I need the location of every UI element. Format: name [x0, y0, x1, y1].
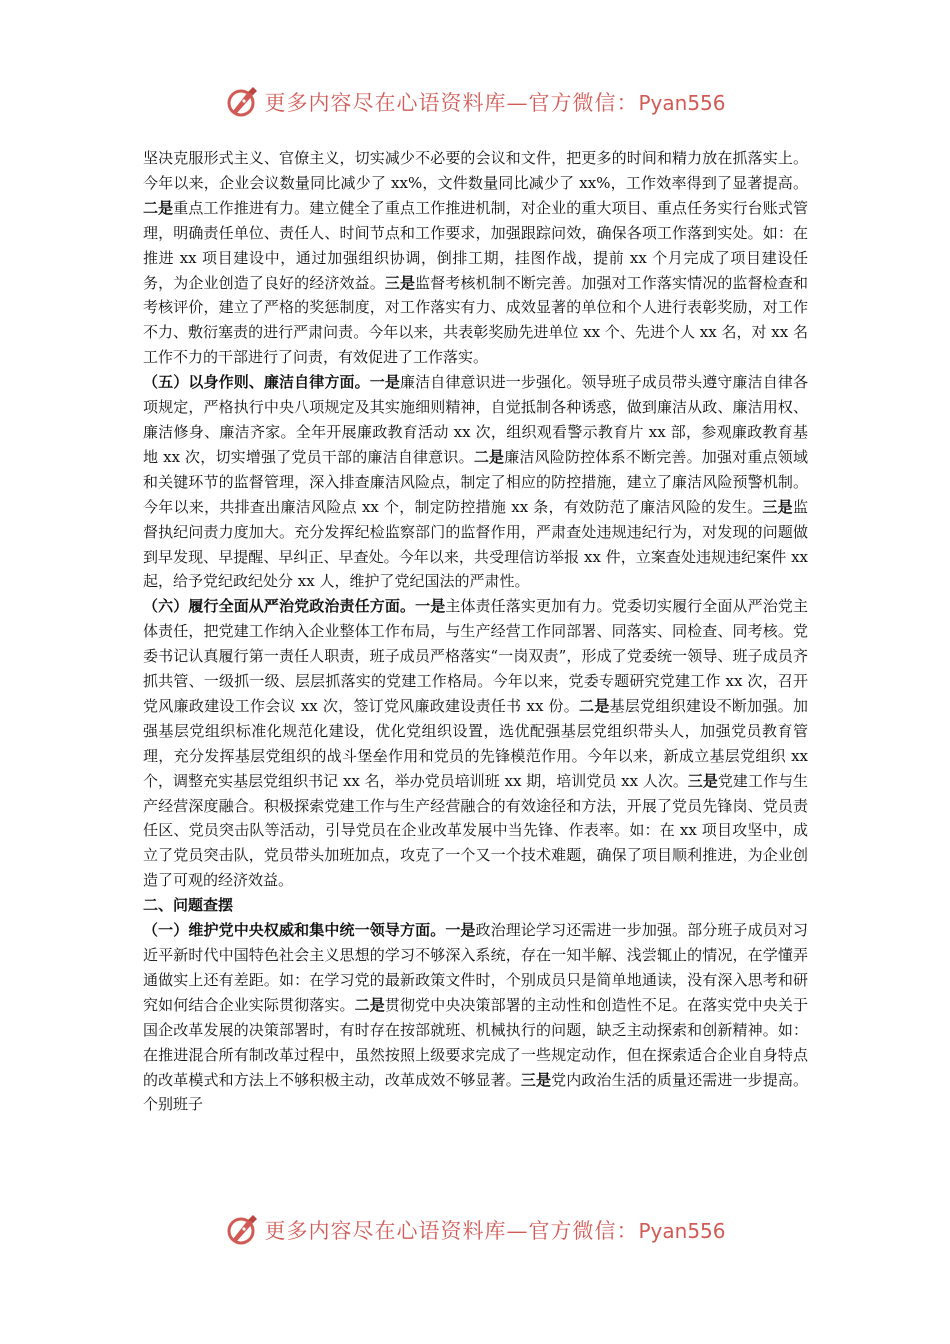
text-run: 监督执纪问责力度加大。充分发挥纪检监察部门的监督作用，严肃查处违规违纪行为，对发现的问题做到早发现、早提醒、早纠正、早查处。今年以来，共受理信访举报 xx 件，立案查处违规违纪案件 xx 起，给予党纪政纪处分 xx 人，维护了党纪国法的严肃性。 [143, 497, 808, 591]
text-run: 重点工作推进有力。建立健全了重点工作推进机制，对企业的重大项目、重点任务实行台账式管理，明确责任单位、责任人、时间节点和工作要求，加强跟踪问效，确保各项工作落到实处。如：在推进 xx 项目建设中，通过加强组织协调，倒排工期，挂图作战，提前 xx 个月完成了项目建设任务，为企业创造了良好的经济效益。 [143, 198, 808, 292]
bold-run: 三是 [384, 273, 416, 292]
wechat-id: Pyan556 [638, 1219, 726, 1243]
body-text [143, 146, 808, 1117]
wechat-id: Pyan556 [638, 91, 726, 115]
bold-run: 三是 [762, 497, 793, 516]
text-run: 政治理论学习还需进一步加强。部分班子成员对习近平新时代中国特色社会主义思想的学习不够深入系统，存在一知半解、浅尝辄止的情况，在学懂弄通做实上还有差距。如：在学习党的最新政策文件时，个别成员只是简单地通读，没有深入思考和研究如何结合企业实际贯彻落实。 [143, 921, 808, 1014]
paragraph [143, 594, 808, 893]
paragraph [143, 918, 808, 1117]
section-heading [143, 893, 808, 918]
banner-text: 更多内容尽在心语资料库—官方微信：Pyan556 [264, 91, 726, 115]
bold-run: 二是 [143, 198, 174, 217]
paragraph [143, 146, 808, 370]
text-run: 基层党组织建设不断加强。加强基层党组织标准化规范化建设，优化党组织设置，选优配强基层党组织带头人，加强党员教育管理，充分发挥基层党组织的战斗堡垒作用和党员的先锋模范作用。今年以来，新成立基层党组织 xx 个，调整充实基层党组织书记 xx 名，举办党员培训班 xx 期，培训党员 xx 人次。 [143, 696, 808, 790]
bold-run: （五）以身作则、廉洁自律方面。一是 [143, 373, 400, 392]
pen-nib-circle-icon [224, 1212, 260, 1248]
footer-banner [0, 1210, 950, 1250]
text-run: 贯彻党中央决策部署的主动性和创造性不足。在落实党中央关于国企改革发展的决策部署时，有时存在按部就班、机械执行的问题，缺乏主动探索和创新精神。如：在推进混合所有制改革过程中，虽然按照上级要求完成了一些规定动作，但在探索适合企业自身特点的改革模式和方法上不够积极主动，改革成效不够显著。 [143, 995, 808, 1089]
text-run: 坚决克服形式主义、官僚主义，切实减少不必要的会议和文件，把更多的时间和精力放在抓落实上。今年以来，企业会议数量同比减少了 xx%，文件数量同比减少了 xx%，工作效率得到了显著提高。 [143, 149, 808, 192]
banner-text: 更多内容尽在心语资料库—官方微信：Pyan556 [264, 1219, 726, 1243]
text-run: 廉洁自律意识进一步强化。领导班子成员带头遵守廉洁自律各项规定，严格执行中央八项规定及其实施细则精神，自觉抵制各种诱惑，做到廉洁从政、廉洁用权、廉洁修身、廉洁齐家。全年开展廉政教育活动 xx 次，组织观看警示教育片 xx 部，参观廉政教育基地 xx 次，切实增强了党员干部的廉洁自律意识。 [143, 373, 808, 466]
bold-run: 三是 [520, 1070, 552, 1089]
text-run: 主体责任落实更加有力。党委切实履行全面从严治党主体责任，把党建工作纳入企业整体工作布局，与生产经营工作同部署、同落实、同检查、同考核。党委书记认真履行第一责任人职责，班子成员严格落实“一岗双责”，形成了党委统一领导、班子成员齐抓共管、一级抓一级、层层抓落实的党建工作格局。今年以来，党委专题研究党建工作 xx 次，召开党风廉政建设工作会议 xx 次，签订党风廉政建设责任书 xx 份。 [143, 597, 808, 715]
text-run: 廉洁风险防控体系不断完善。加强对重点领域和关键环节的监督管理，深入排查廉洁风险点，制定了相应的防控措施，建立了廉洁风险预警机制。今年以来，共排查出廉洁风险点 xx 个，制定防控措施 xx 条，有效防范了廉洁风险的发生。 [143, 447, 808, 516]
bold-run: 二、问题查摆 [143, 896, 234, 915]
bold-run: 二是 [473, 447, 505, 466]
paragraph [143, 370, 808, 594]
text-run: 监督考核机制不断完善。加强对工作落实情况的监督检查和考核评价，建立了严格的奖惩制度，对工作落实有力、成效显著的单位和个人进行表彰奖励，对工作不力、敷衍塞责的进行严肃问责。今年以来，共表彰奖励先进单位 xx 个、先进个人 xx 名，对 xx 名工作不力的干部进行了问责，有效促进了工作落实。 [143, 273, 808, 367]
text-run: 党内政治生活的质量还需进一步提高。个别班子 [143, 1070, 808, 1114]
bold-run: （一）维护党中央权威和集中统一领导方面。一是 [143, 921, 476, 940]
bold-run: 二是 [579, 696, 610, 715]
pen-nib-circle-icon [224, 84, 260, 120]
bold-run: 三是 [687, 771, 718, 790]
bold-run: （六）履行全面从严治党政治责任方面。一是 [143, 597, 446, 616]
bold-run: 二是 [354, 995, 385, 1014]
header-banner [0, 82, 950, 122]
text-run: 党建工作与生产经营深度融合。积极探索党建工作与生产经营融合的有效途径和方法，开展了党员先锋岗、党员责任区、党员突击队等活动，引导党员在企业改革发展中当先锋、作表率。如：在 xx 项目攻坚中，成立了党员突击队，党员带头加班加点，攻克了一个又一个技术难题，确保了项目顺利推进，为企业创造了可观的经济效益。 [143, 771, 808, 890]
